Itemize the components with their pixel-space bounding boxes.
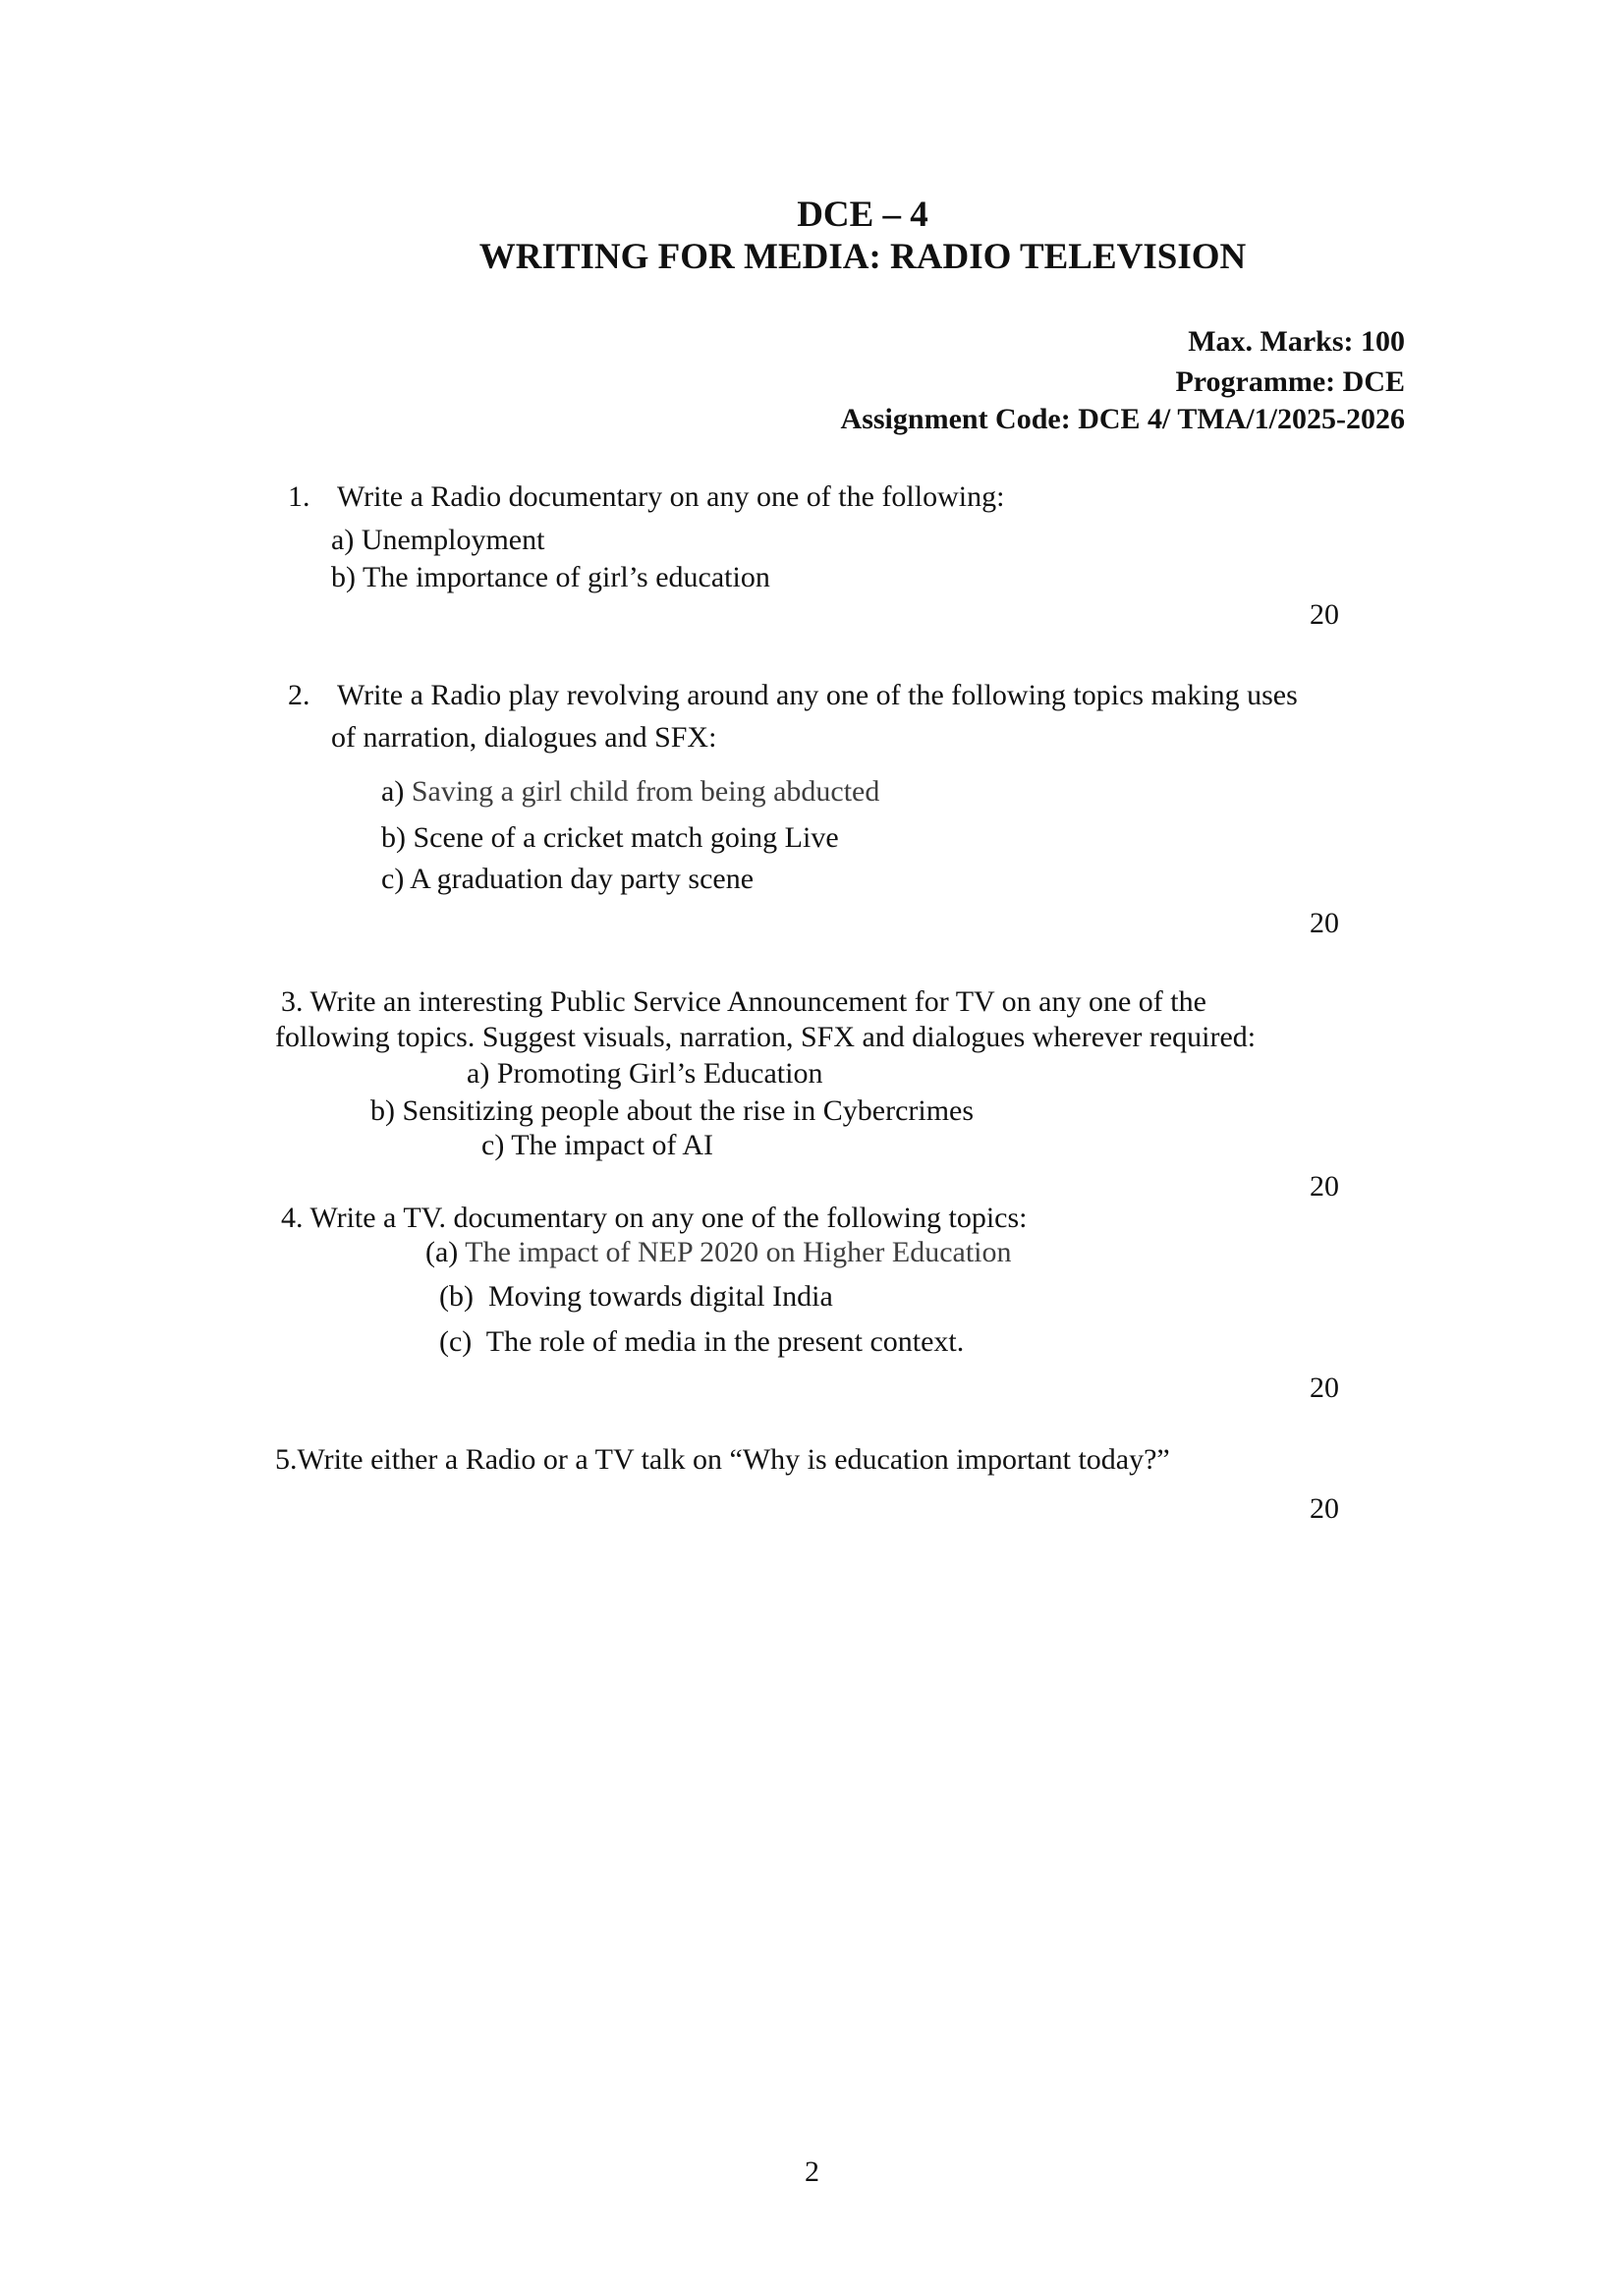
q5-text-line1: 5.Write either a Radio or a TV talk on “Why is education important today?” (275, 1443, 1170, 1476)
q3-item-c-label: c) (481, 1129, 505, 1161)
q2-item-c (381, 862, 754, 897)
course-code-title: DCE – 4 (797, 195, 928, 235)
q1-item-b-label: b) (331, 561, 356, 593)
q2-item-c-text: A graduation day party scene (404, 863, 755, 895)
q3-marks: 20 (1310, 1170, 1339, 1203)
q2-marks: 20 (1310, 907, 1339, 939)
q3-item-b-label: b) (370, 1094, 395, 1127)
q5-marks: 20 (1310, 1492, 1339, 1525)
q2-item-b-text: Scene of a cricket match going Live (406, 821, 839, 854)
q4-item-c (439, 1324, 964, 1360)
q3-item-a-label: a) (467, 1057, 490, 1090)
q2-item-c-label: c) (381, 863, 405, 895)
q2-text-line2: of narration, dialogues and SFX: (331, 721, 717, 754)
page-number: 2 (805, 2156, 819, 2188)
q4-text-line1: 4. Write a TV. documentary on any one of the following topics: (281, 1202, 1028, 1234)
q4-item-a-label: (a) (425, 1236, 459, 1268)
q3-item-a (467, 1056, 822, 1092)
q3-item-c (481, 1128, 713, 1163)
q4-item-c-label: (c) (439, 1325, 473, 1358)
q1-item-a-text: Unemployment (354, 524, 545, 556)
q3-item-b (370, 1093, 974, 1129)
q1-number: 1. (288, 480, 310, 513)
q2-item-b (381, 820, 839, 856)
assignment-code-line: Assignment Code: DCE 4/ TMA/1/2025-2026 (840, 403, 1405, 435)
q2-item-a-text: Saving a girl child from being abducted (404, 775, 880, 808)
q2-item-a (381, 774, 879, 810)
q4-item-a-text: The impact of NEP 2020 on Higher Education (458, 1236, 1012, 1268)
q2-text-line1: Write a Radio play revolving around any one of the following topics making uses (337, 679, 1298, 711)
q4-marks: 20 (1310, 1372, 1339, 1404)
q1-marks: 20 (1310, 598, 1339, 631)
q4-item-b-label: (b) (439, 1280, 474, 1313)
q2-number: 2. (288, 679, 310, 711)
q1-item-a (331, 523, 544, 558)
q3-item-b-text: Sensitizing people about the rise in Cybercrimes (395, 1094, 975, 1127)
q1-item-b-text: The importance of girl’s education (356, 561, 770, 593)
programme-line: Programme: DCE (1175, 365, 1405, 398)
q1-text: Write a Radio documentary on any one of the following: (337, 480, 1005, 513)
q4-item-a (425, 1235, 1012, 1270)
max-marks-line: Max. Marks: 100 (1188, 325, 1405, 358)
q3-text-line2: following topics. Suggest visuals, narration, SFX and dialogues wherever required: (275, 1021, 1257, 1053)
q4-item-c-text: The role of media in the present context. (472, 1325, 965, 1358)
q4-item-b (439, 1279, 833, 1315)
q3-item-c-text: The impact of AI (504, 1129, 714, 1161)
q1-item-a-label: a) (331, 524, 355, 556)
q3-text-line1: 3. Write an interesting Public Service Announcement for TV on any one of the (281, 985, 1206, 1018)
q4-item-b-text: Moving towards digital India (473, 1280, 833, 1313)
course-name-title: WRITING FOR MEDIA: RADIO TELEVISION (478, 237, 1247, 277)
q3-item-a-text: Promoting Girl’s Education (489, 1057, 823, 1090)
q2-item-a-label: a) (381, 775, 405, 808)
q1-item-b (331, 560, 770, 595)
q2-item-b-label: b) (381, 821, 406, 854)
